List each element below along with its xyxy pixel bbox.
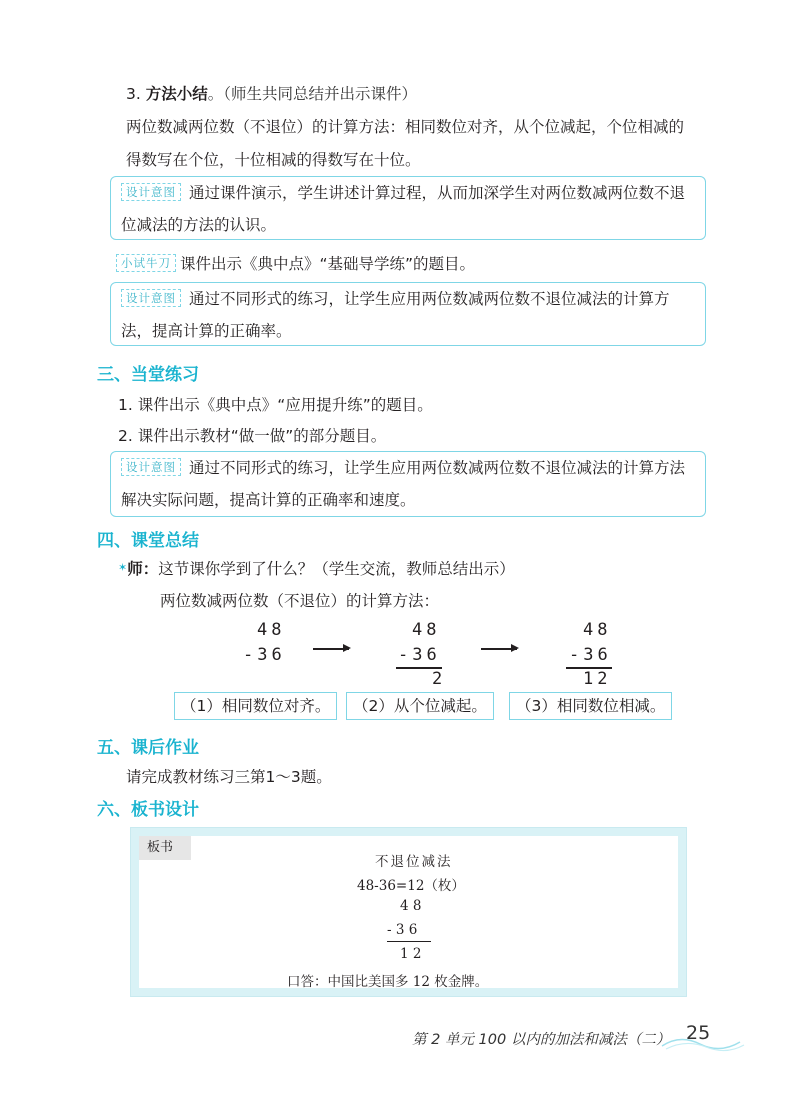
board-title: 不退位减法 <box>375 854 453 870</box>
board-design <box>130 827 687 997</box>
calc-2-sub: -36 <box>398 645 441 665</box>
page-number: 25 <box>686 1022 711 1044</box>
trial-line <box>116 252 475 274</box>
arrow-right-icon <box>313 648 349 650</box>
board-calc-top: 4 8 <box>400 898 422 914</box>
practice-item-1: 1. 课件出示《典中点》“应用提升练”的题目。 <box>118 396 433 414</box>
trial-text: 课件出示《典中点》“基础导学练”的题目。 <box>180 255 476 273</box>
calc-2-top: 48 <box>412 620 441 640</box>
design-intent-text: 通过不同形式的练习，让学生应用两位数减两位数不退位减法的计算方法解决实际问题，提高计算的正确率和速度。 <box>121 459 686 509</box>
section-heading-summary: 四、课堂总结 <box>97 531 199 551</box>
trial-tag: 小试牛刀 <box>116 254 176 272</box>
design-intent-tag: 设计意图 <box>121 458 181 476</box>
summary-note: 。（师生共同总结并出示课件） <box>207 85 418 103</box>
calc-3-sub: -36 <box>569 645 612 665</box>
teacher-text: 这节课你学到了什么？（学生交流，教师总结出示） <box>158 560 515 578</box>
design-intent-text: 通过不同形式的练习，让学生应用两位数减两位数不退位减法的计算方法，提高计算的正确率。 <box>121 290 670 340</box>
design-intent-tag: 设计意图 <box>121 183 181 201</box>
board-calc-rule <box>387 941 431 942</box>
section-heading-homework: 五、课后作业 <box>97 738 199 758</box>
star-icon: ✶ <box>118 561 128 574</box>
method-title: 两位数减两位数（不退位）的计算方法： <box>160 592 440 610</box>
board-calc-result: 1 2 <box>400 946 422 962</box>
board-calc-sub: - 3 6 <box>387 922 418 938</box>
teacher-line <box>118 557 515 579</box>
calc-1-top: 48 <box>257 620 286 640</box>
teacher-label: 师： <box>127 560 159 578</box>
design-intent-tag: 设计意图 <box>121 289 181 307</box>
step-box-1: （1）相同数位对齐。 <box>174 692 337 720</box>
calc-1-sub: -36 <box>243 645 286 665</box>
design-intent-box-1 <box>110 176 706 240</box>
calc-3-result: 12 <box>583 669 612 689</box>
board-answer: 口答：中国比美国多 12 枚金牌。 <box>287 974 489 990</box>
step-box-2: （2）从个位减起。 <box>346 692 494 720</box>
summary-line <box>126 82 417 104</box>
arrow-right-icon <box>481 648 517 650</box>
summary-title: 方法小结 <box>145 85 208 103</box>
design-intent-text: 通过课件演示，学生讲述计算过程，从而加深学生对两位数减两位数不退位减法的方法的认识。 <box>121 184 686 234</box>
step-box-3: （3）相同数位相减。 <box>509 692 672 720</box>
practice-item-2: 2. 课件出示教材“做一做”的部分题目。 <box>118 427 387 445</box>
homework-text: 请完成教材练习三第1～3题。 <box>126 768 332 786</box>
footer-unit: 第 2 单元 100 以内的加法和减法（二） <box>412 1032 671 1048</box>
calc-2-result: 2 <box>432 669 447 689</box>
design-intent-box-2 <box>110 282 706 346</box>
section-heading-practice: 三、当堂练习 <box>97 365 199 385</box>
summary-text-1: 两位数减两位数（不退位）的计算方法：相同数位对齐，从个位减起，个位相减的 <box>126 118 685 136</box>
summary-text-2: 得数写在个位，十位相减的得数写在十位。 <box>126 151 421 169</box>
calc-3-top: 48 <box>583 620 612 640</box>
design-intent-box-3 <box>110 451 706 517</box>
section-heading-board: 六、板书设计 <box>97 800 199 820</box>
summary-number: 3. <box>126 85 141 103</box>
board-tag: 板书 <box>139 836 191 860</box>
board-equation: 48-36=12（枚） <box>357 878 465 894</box>
